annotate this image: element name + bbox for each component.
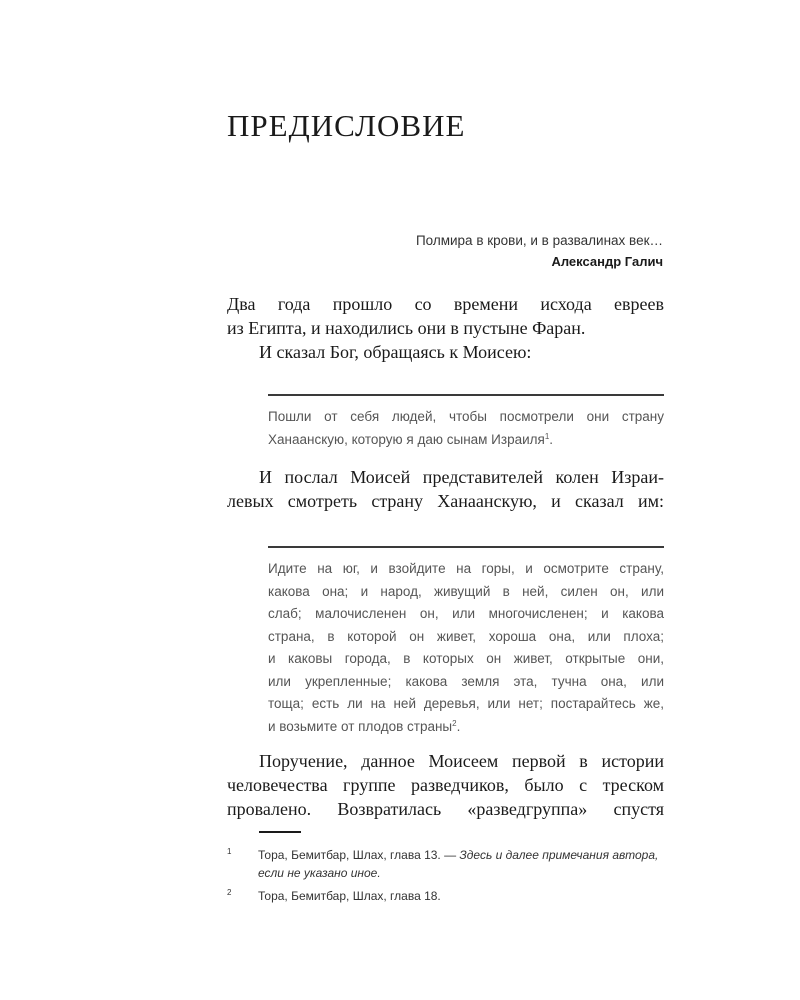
- epigraph-author: Александр Галич: [551, 254, 663, 269]
- quote-line: или укрепленные; какова земля эта, тучна она, или: [268, 673, 664, 689]
- closing-paragraph: [227, 749, 664, 821]
- footnote-number: 2: [227, 888, 232, 897]
- quote-block-1: [268, 394, 664, 451]
- middle-paragraph: [227, 465, 664, 513]
- quote-line: и возьмите от плодов страны$^2$.: [268, 718, 461, 734]
- footnote-text: Тора, Бемитбар, Шлах, глава 18.: [258, 889, 441, 903]
- text-line: Поручение, данное Моисеем первой в истории: [259, 751, 664, 771]
- text-line: левых смотреть страну Ханаанскую, и сказал им:: [227, 491, 664, 511]
- quote-line: Идите на юг, и взойдите на горы, и осмотрите страну,: [268, 561, 664, 576]
- text-line: провалено. Возвратилась «разведгруппа» спустя: [227, 799, 664, 819]
- quote-line: Ханаанскую, которую я даю сынам Израиля$^1$.: [268, 431, 554, 447]
- quote-line: Пошли от себя людей, чтобы посмотрели они страну: [268, 409, 664, 424]
- footnote-italic: Здесь и далее примечания автора, если не указано иное.: [258, 848, 659, 880]
- quote-line: страна, в которой он живет, хороша она, или плоха;: [268, 628, 664, 644]
- footnote-2: [227, 887, 664, 905]
- footnote-number: 1: [227, 847, 232, 856]
- quote-line: слаб; малочисленен он, или многочисленен; и какова: [268, 606, 664, 621]
- footnote-text: Тора, Бемитбар, Шлах, глава 13. — Здесь и далее примечания автора, если не указано иное.: [258, 848, 659, 880]
- quote-block-2: [268, 546, 664, 738]
- text-line: Два года прошло со времени исхода евреев: [227, 294, 664, 314]
- text-line: человечества группе разведчиков, было с треском: [227, 775, 664, 795]
- text-line: И послал Моисей представителей колен Израи-: [259, 467, 664, 487]
- footnote-1: [227, 846, 664, 882]
- footnote-separator: [259, 831, 301, 833]
- footnote-ref[interactable]: 1: [544, 431, 550, 441]
- text-line: И сказал Бог, обращаясь к Моисею:: [259, 342, 532, 362]
- epigraph-quote: Полмира в крови, и в развалинах век…: [415, 233, 663, 248]
- epigraph: [416, 230, 663, 272]
- quote-line: тоща; есть ли на ней деревья, или нет; постарайтесь же,: [268, 696, 664, 711]
- quote-line: и каковы города, в которых он живет, открытые они,: [268, 651, 664, 666]
- page-title: ПРЕДИСЛОВИЕ: [227, 108, 466, 143]
- text-line: из Египта, и находились они в пустыне Фаран.: [227, 318, 586, 338]
- quote-line: какова она; и народ, живущий в ней, силен он, или: [268, 583, 664, 599]
- footnote-ref[interactable]: 2: [452, 718, 457, 728]
- intro-paragraph: [227, 292, 664, 364]
